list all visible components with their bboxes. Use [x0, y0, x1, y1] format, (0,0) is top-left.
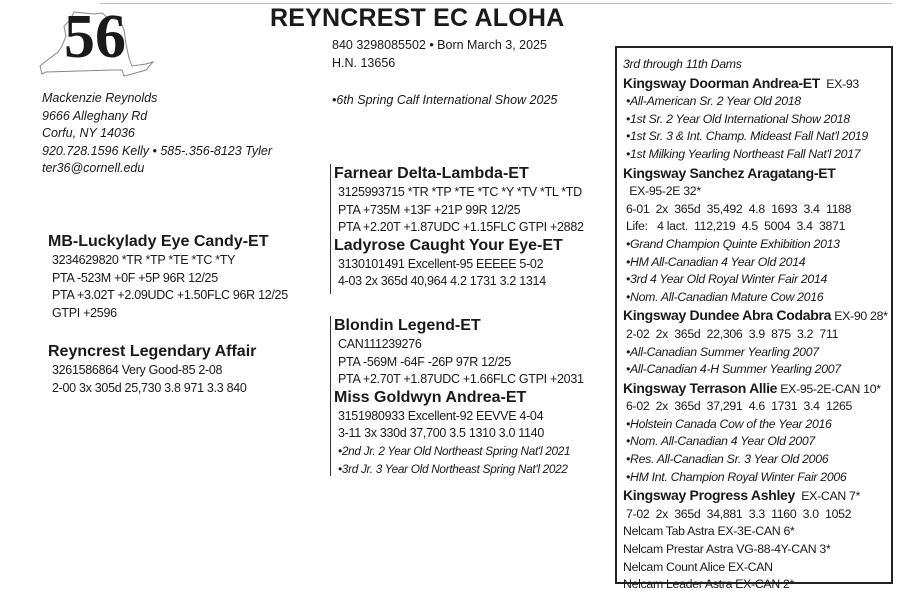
dam-entry-award: •Res. All-Canadian Sr. 3 Year Old 2006	[626, 452, 829, 467]
maternal-granddam-name: Miss Goldwyn Andrea-ET	[334, 388, 527, 406]
sire-block	[48, 232, 288, 322]
dam-entry-record: 6-01 2x 365d 35,492 4.8 1693 3.4 1188	[626, 201, 852, 216]
maternal-grandsire-line: CAN111239276	[338, 337, 422, 351]
dam-entry-name: Kingsway Progress Ashley	[623, 487, 796, 504]
grandsire-line: PTA +735M +13F +21P 99R 12/25	[338, 202, 521, 217]
dam-entry-name: Kingsway Sanchez Aragatang-ET	[623, 164, 836, 181]
grandsire-line: PTA +2.20T +1.87UDC +1.15FLC GTPI +2882	[338, 220, 584, 235]
dam-entry-award: •Nom. All-Canadian 4 Year Old 2007	[626, 434, 815, 449]
dam-entry-award: •1st Sr. 3 & Int. Champ. Mideast Fall Nat'l 2019	[626, 129, 868, 144]
dam-entry-name: Kingsway Doorman Andrea-ET	[623, 74, 821, 91]
dam-entry-header	[623, 379, 891, 399]
ancestor-line: Nelcam Leader Astra EX-CAN 2*	[623, 577, 795, 592]
dam-entry-classification: EX-CAN 7*	[795, 489, 861, 504]
lot-title: REYNCREST EC ALOHA	[270, 4, 565, 32]
consignor-phones: 920.728.1596 Kelly • 585-.356-8123 Tyler	[42, 143, 272, 158]
dam-entry-classification: EX-95-2E 32*	[623, 184, 701, 199]
maternal-granddam-award: •3rd Jr. 3 Year Old Northeast Spring Nat'l 2022	[338, 461, 568, 476]
sire-line: 3234629820 *TR *TP *TE *TC *TY	[52, 253, 236, 267]
dam-entry-award: •Nom. All-Canadian Mature Cow 2016	[626, 289, 824, 304]
dam-block	[48, 342, 256, 397]
sire-line: PTA -523M +0F +5P 96R 12/25	[52, 270, 218, 285]
dam-line: 2-00 3x 305d 25,730 3.8 971 3.3 840	[52, 380, 247, 395]
dam-entry-record: 7-02 2x 365d 34,881 3.3 1160 3.0 1052	[626, 506, 852, 521]
ancestor-line: Nelcam Prestar Astra VG-88-4Y-CAN 3*	[623, 542, 831, 557]
dam-entry-record: Life: 4 lact. 112,219 4.5 5004 3.4 3871	[626, 219, 846, 234]
dam-entry-classification: EX-93	[820, 76, 859, 91]
dam-entry-classification: EX-90 28*	[831, 309, 888, 324]
registration-birthdate: 840 3298085502 • Born March 3, 2025	[332, 38, 547, 52]
ancestor-line: Nelcam Count Alice EX-CAN	[623, 559, 773, 574]
consignor-address: 9666 Alleghany Rd	[42, 108, 148, 123]
herd-number: H.N. 13656	[332, 56, 396, 70]
dam-entry-header	[623, 74, 891, 94]
dam-entry-award: •3rd 4 Year Old Royal Winter Fair 2014	[626, 272, 828, 287]
dam-entry-header	[623, 486, 891, 506]
dam-name: Reyncrest Legendary Affair	[48, 343, 257, 360]
dam-entry-award: •All-Canadian 4-H Summer Yearling 2007	[626, 362, 841, 377]
lot-number: 56	[64, 3, 126, 71]
maternal-granddam-line: 3151980933 Excellent-92 EEVVE 4-04	[338, 408, 544, 423]
maternal-granddam-line: 3-11 3x 330d 37,700 3.5 1310 3.0 1140	[338, 426, 544, 441]
sire-name: MB-Luckylady Eye Candy-ET	[48, 233, 269, 250]
dams-box	[615, 46, 893, 592]
consignor-city: Corfu, NY 14036	[42, 126, 135, 140]
dam-entry-award: •All-American Sr. 2 Year Old 2018	[626, 94, 801, 109]
maternal-grandsire-name: Blondin Legend-ET	[334, 317, 481, 334]
dam-entry-award: •All-Canadian Summer Yearling 2007	[626, 344, 819, 359]
sire-line: PTA +3.02T +2.09UDC +1.50FLC 96R 12/25	[52, 288, 288, 303]
maternal-grandsire-line: PTA -569M -64F -26P 97R 12/25	[338, 354, 511, 369]
grandsire-line: 3125993715 *TR *TP *TE *TC *Y *TV *TL *TD	[338, 185, 582, 199]
dam-entry-record: 2-02 2x 365d 22,306 3.9 875 3.2 711	[626, 326, 839, 341]
sire-line: GTPI +2596	[52, 305, 117, 320]
dams-heading: 3rd through 11th Dams	[623, 57, 742, 71]
maternal-grandsire-line: PTA +2.70T +1.87UDC +1.66FLC GTPI +2031	[338, 372, 584, 387]
dam-entry-header	[623, 164, 891, 201]
dam-entry-award: •1st Milking Yearling Northeast Fall Nat'l 2017	[626, 146, 861, 161]
dam-side-grandparents	[330, 316, 584, 476]
granddam-line: 3130101491 Excellent-95 EEEEE 5-02	[338, 256, 544, 271]
dam-entry-award: •HM Int. Champion Royal Winter Fair 2006	[626, 469, 847, 484]
grandsire-name: Farnear Delta-Lambda-ET	[334, 165, 529, 182]
consignor-email: ter36@cornell.edu	[42, 161, 145, 175]
dam-entry-name: Kingsway Terrason Allie	[623, 379, 778, 396]
granddam-name: Ladyrose Caught Your Eye-ET	[334, 236, 563, 254]
show-award: •6th Spring Calf International Show 2025	[332, 93, 558, 107]
dam-entry-award: •HM All-Canadian 4 Year Old 2014	[626, 254, 806, 269]
dam-entry-award: •Grand Champion Quinte Exhibition 2013	[626, 236, 840, 251]
dam-line: 3261586864 Very Good-85 2-08	[52, 363, 223, 377]
dam-entry-award: •1st Sr. 2 Year Old International Show 2018	[626, 111, 850, 126]
maternal-granddam-award: •2nd Jr. 2 Year Old Northeast Spring Nat'l 2021	[338, 443, 571, 458]
sire-side-grandparents	[330, 164, 584, 294]
dam-entry-record: 6-02 2x 365d 37,291 4.6 1731 3.4 1265	[626, 399, 853, 414]
granddam-line: 4-03 2x 365d 40,964 4.2 1731 3.2 1314	[338, 274, 546, 289]
ancestor-line: Nelcam Tab Astra EX-3E-CAN 6*	[623, 524, 795, 539]
dam-entry-name: Kingsway Dundee Abra Codabra	[623, 307, 832, 324]
dam-entry-header	[623, 306, 891, 326]
dam-entry-classification: EX-95-2E-CAN 10*	[777, 381, 881, 396]
consignor-block	[42, 90, 272, 178]
dam-entry-award: •Holstein Canada Cow of the Year 2016	[626, 416, 832, 431]
consignor-name: Mackenzie Reynolds	[42, 91, 158, 105]
